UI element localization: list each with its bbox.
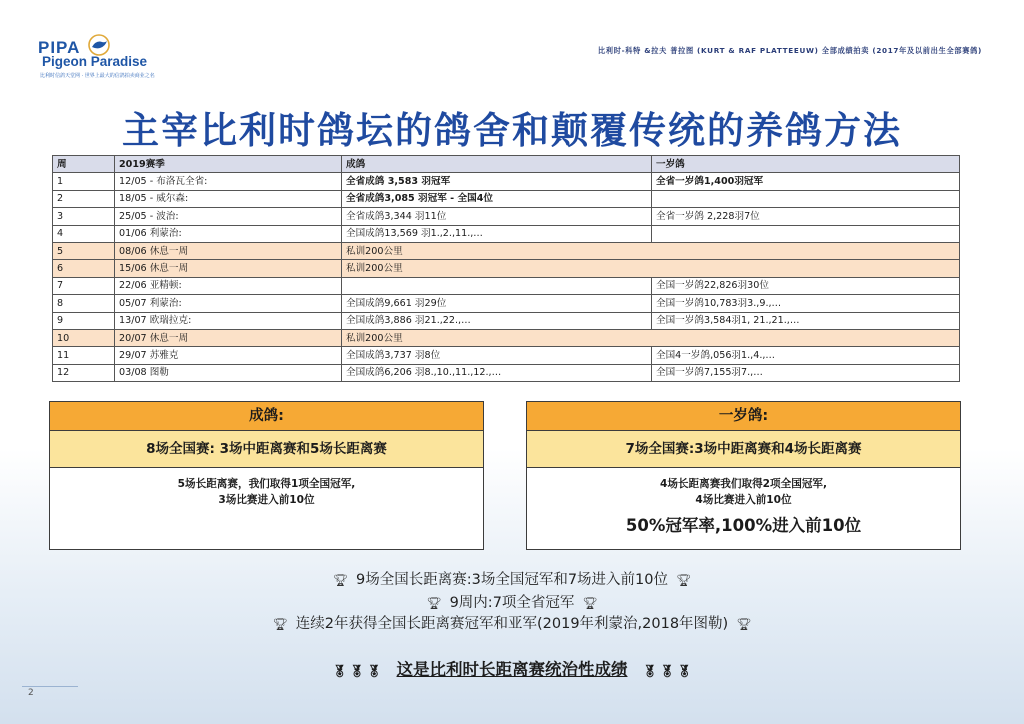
cell-race: 22/06 亚精顿:	[115, 277, 342, 294]
cell-old-result: 全省成鸽 3,583 羽冠军	[342, 173, 652, 190]
table-row-rest-week	[53, 329, 960, 346]
closing-statement	[0, 656, 1024, 680]
medal-icon: 🏅︎	[659, 664, 675, 678]
cell-week: 7	[53, 277, 115, 294]
trophy-icon: 🏆︎	[332, 573, 348, 587]
trophy-icon: 🏆︎	[426, 596, 442, 610]
page-title: 主宰比利时鸽坛的鸽舍和颠覆传统的养鸽方法	[122, 109, 902, 152]
medal-icon: 🏅︎	[349, 664, 365, 678]
old-birds-line: 5场长距离赛，我们取得1项全国冠军,	[177, 478, 356, 490]
medal-icon: 🏅︎	[366, 664, 382, 678]
col-header-season: 2019赛季	[115, 156, 342, 173]
results-table	[52, 155, 960, 382]
cell-yearling-result	[652, 225, 960, 242]
summary-line-2	[0, 591, 1024, 612]
trophy-icon: 🏆︎	[272, 617, 288, 631]
cell-old-result: 全省成鸽3,085 羽冠军 - 全国4位	[342, 190, 652, 207]
cell-yearling-result: 全国一岁鸽3,584羽1, 21.,21.,…	[652, 312, 960, 329]
logo-tagline: 比利时信鸽天堂网 · 世界上最大的信鸽拍卖商业之名	[40, 73, 155, 79]
cell-week: 8	[53, 295, 115, 312]
cell-week: 12	[53, 364, 115, 381]
page-number: 2	[28, 688, 34, 698]
table-row	[53, 208, 960, 225]
yearlings-line: 4场比赛进入前10位	[695, 494, 792, 506]
col-header-yearlings: 一岁鸽	[652, 156, 960, 173]
old-birds-panel-heading: 成鸽:	[50, 402, 483, 431]
closing-text: 这是比利时长距离赛统治性成绩	[396, 660, 628, 679]
cell-race: 01/06 利蒙治:	[115, 225, 342, 242]
pigeon-logo-icon	[86, 34, 112, 56]
medal-icon: 🏅︎	[676, 664, 692, 678]
footer-divider	[22, 686, 78, 687]
header-caption: 比利时-科特 &拉夫 普拉图 (KURT & RAF PLATTEEUW) 全部成绩拍卖 (2017年及以前出生全部赛鸽)	[597, 46, 982, 55]
cell-yearling-result: 全省一岁鸽 2,228羽7位	[652, 208, 960, 225]
col-header-week: 周	[53, 156, 115, 173]
cell-race: 20/07 休息一周	[115, 329, 342, 346]
cell-yearling-result: 全省一岁鸽1,400羽冠军	[652, 173, 960, 190]
cell-week: 10	[53, 329, 115, 346]
table-row-rest-week	[53, 260, 960, 277]
col-header-old-birds: 成鸽	[342, 156, 652, 173]
trophy-icon: 🏆︎	[676, 573, 692, 587]
summary-text: 9场全国长距离赛:3场全国冠军和7场进入前10位	[355, 572, 668, 588]
cell-training-note: 私训200公里	[342, 260, 960, 277]
cell-training-note: 私训200公里	[342, 329, 960, 346]
cell-week: 5	[53, 242, 115, 259]
summary-text: 9周内:7项全省冠军	[449, 595, 575, 611]
cell-race: 29/07 苏雅克	[115, 347, 342, 364]
table-row	[53, 190, 960, 207]
cell-yearling-result: 全国4一岁鸽,056羽1.,4.,…	[652, 347, 960, 364]
medal-icon: 🏅︎	[332, 664, 348, 678]
table-row	[53, 364, 960, 381]
table-row	[53, 347, 960, 364]
yearlings-panel-subheading: 7场全国赛:3场中距离赛和4场长距离赛	[527, 431, 960, 468]
cell-race: 03/08 图勒	[115, 364, 342, 381]
cell-old-result: 全省成鸽3,344 羽11位	[342, 208, 652, 225]
yearlings-panel	[526, 401, 961, 550]
yearlings-panel-heading: 一岁鸽:	[527, 402, 960, 431]
medal-icon: 🏅︎	[642, 664, 658, 678]
table-row-rest-week	[53, 242, 960, 259]
cell-race: 15/06 休息一周	[115, 260, 342, 277]
cell-race: 25/05 - 波治:	[115, 208, 342, 225]
old-birds-panel-subheading: 8场全国赛: 3场中距离赛和5场长距离赛	[50, 431, 483, 468]
cell-race: 05/07 利蒙治:	[115, 295, 342, 312]
old-birds-panel-body	[50, 468, 483, 508]
old-birds-line: 3场比赛进入前10位	[218, 494, 315, 506]
cell-race: 18/05 - 威尔森:	[115, 190, 342, 207]
cell-yearling-result: 全国一岁鸽22,826羽30位	[652, 277, 960, 294]
cell-race: 12/05 - 布洛瓦全省:	[115, 173, 342, 190]
table-row	[53, 312, 960, 329]
yearlings-line: 4场长距离赛我们取得2项全国冠军,	[659, 478, 828, 490]
table-row	[53, 277, 960, 294]
summary-line-3	[0, 612, 1024, 633]
cell-old-result: 全国成鸽3,886 羽21.,22.,…	[342, 312, 652, 329]
cell-training-note: 私训200公里	[342, 242, 960, 259]
logo-title: Pigeon Paradise	[42, 54, 148, 69]
cell-yearling-result: 全国一岁鸽10,783羽3.,9.,…	[652, 295, 960, 312]
yearlings-panel-body	[527, 468, 960, 534]
cell-old-result: 全国成鸽6,206 羽8.,10.,11.,12.,…	[342, 364, 652, 381]
cell-week: 6	[53, 260, 115, 277]
old-birds-panel	[49, 401, 484, 550]
cell-week: 2	[53, 190, 115, 207]
table-row	[53, 295, 960, 312]
trophy-icon: 🏆︎	[582, 596, 598, 610]
logo-wordmark: PIPA	[38, 38, 81, 57]
cell-old-result: 全国成鸽3,737 羽8位	[342, 347, 652, 364]
summary-line-1	[0, 568, 1024, 589]
cell-week: 1	[53, 173, 115, 190]
cell-race: 13/07 欧瑞拉克:	[115, 312, 342, 329]
cell-race: 08/06 休息一周	[115, 242, 342, 259]
cell-old-result	[342, 277, 652, 294]
cell-old-result: 全国成鸽9,661 羽29位	[342, 295, 652, 312]
cell-yearling-result: 全国一岁鸽7,155羽7.,…	[652, 364, 960, 381]
cell-week: 11	[53, 347, 115, 364]
cell-week: 3	[53, 208, 115, 225]
table-header-row	[53, 156, 960, 173]
trophy-icon: 🏆︎	[736, 617, 752, 631]
summary-text: 连续2年获得全国长距离赛冠军和亚军(2019年利蒙治,2018年图勒)	[295, 616, 729, 632]
table-row	[53, 173, 960, 190]
yearlings-highlight: 50%冠军率,100%进入前10位	[625, 516, 862, 535]
cell-week: 9	[53, 312, 115, 329]
cell-old-result: 全国成鸽13,569 羽1.,2.,11.,…	[342, 225, 652, 242]
cell-yearling-result	[652, 190, 960, 207]
cell-week: 4	[53, 225, 115, 242]
table-row	[53, 225, 960, 242]
